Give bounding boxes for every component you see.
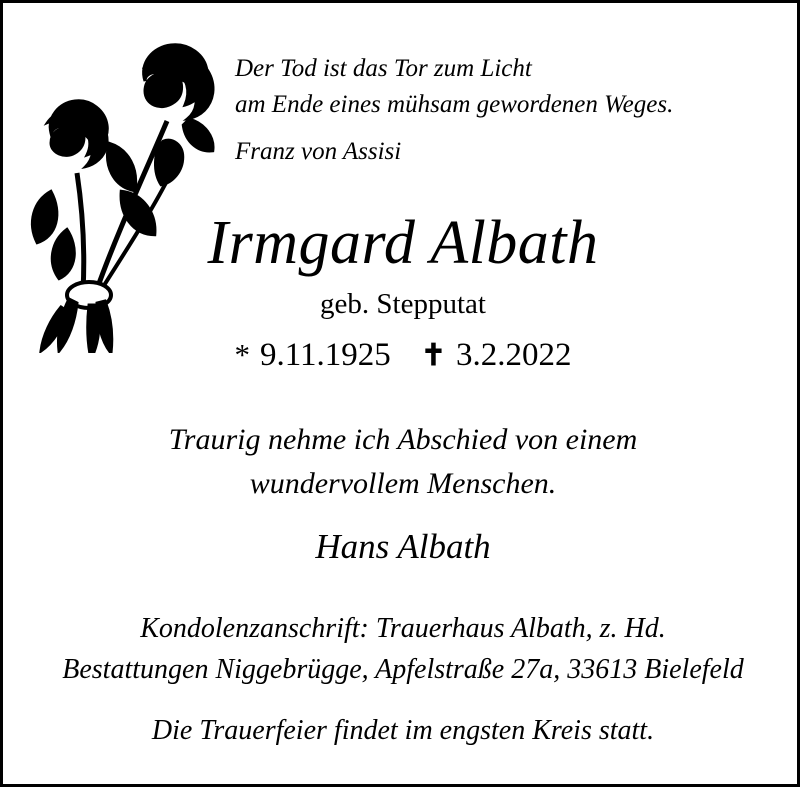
star-icon: * (234, 337, 251, 373)
message-block (3, 418, 800, 505)
quote-line-2: am Ende eines mühsam gewordenen Weges. (235, 90, 674, 118)
deceased-birth-name: geb. Stepputat (320, 288, 486, 321)
life-dates (3, 337, 800, 374)
footer-block (3, 715, 800, 747)
condolence-address-line-2: Bestattungen Niggebrügge, Apfelstraße 27a, 33613 Bielefeld (62, 653, 744, 685)
cross-icon: ✝ (420, 339, 446, 373)
deceased-name: Irmgard Albath (207, 209, 599, 277)
funeral-note: Die Trauerfeier findet im engsten Kreis statt. (151, 715, 655, 746)
quote-author: Franz von Assisi (235, 138, 402, 165)
death-date: 3.2.2022 (455, 337, 572, 374)
mourner-name: Hans Albath (315, 527, 491, 566)
birth-date-item (235, 337, 391, 374)
death-date-item (421, 337, 572, 374)
birth-date: 9.11.1925 (260, 337, 391, 374)
quotation-block (235, 51, 787, 166)
deceased-block (3, 211, 800, 374)
mourner-block (3, 527, 800, 567)
message-line-1: Traurig nehme ich Abschied von einem (168, 423, 638, 456)
condolence-address-line-1: Kondolenzanschrift: Trauerhaus Albath, z. Hd. (140, 613, 666, 644)
quote-line-1: Der Tod ist das Tor zum Licht (235, 55, 532, 82)
condolence-address-block (3, 609, 800, 690)
message-line-2: wundervollem Menschen. (249, 466, 557, 500)
